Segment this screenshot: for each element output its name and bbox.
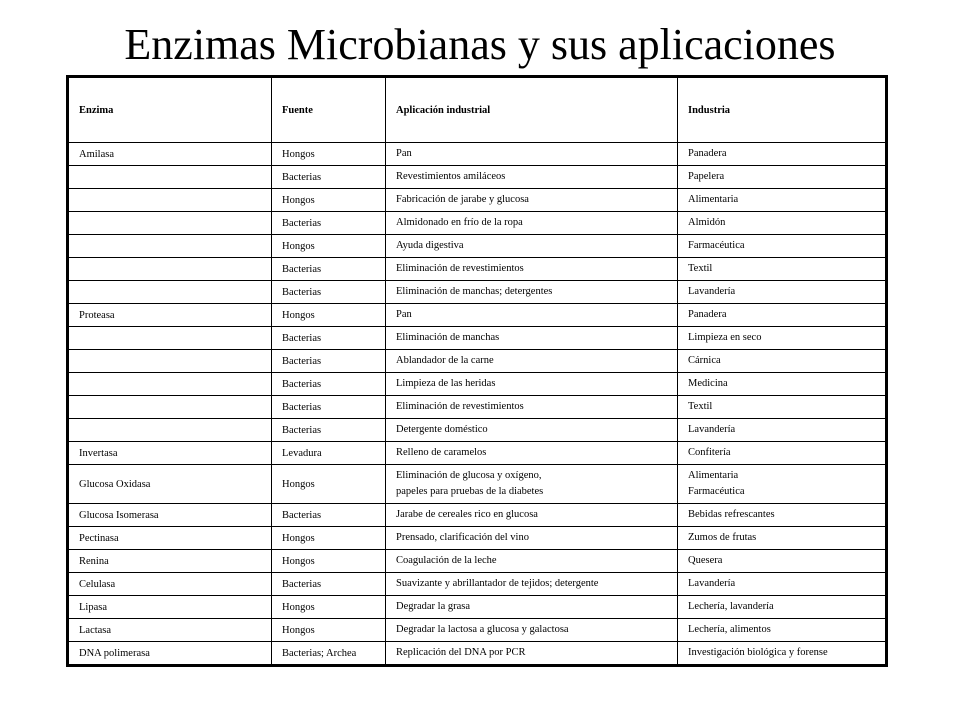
- cell-aplicacion-line: Degradar la lactosa a glucosa y galactosa: [396, 624, 569, 635]
- cell-aplicacion-line: Eliminación de revestimientos: [396, 263, 524, 274]
- cell-fuente: Hongos: [272, 465, 386, 504]
- cell-enzima: Renina: [69, 550, 272, 573]
- table-row: [69, 642, 886, 665]
- cell-aplicacion-line: Eliminación de manchas: [396, 332, 500, 343]
- cell-industria: [678, 527, 886, 550]
- cell-industria-line: Panadera: [688, 309, 727, 320]
- cell-industria: [678, 281, 886, 304]
- cell-industria: [678, 143, 886, 166]
- table-row: [69, 212, 886, 235]
- cell-enzima: [69, 373, 272, 396]
- cell-aplicacion-line: Eliminación de glucosa y oxígeno,: [396, 470, 542, 481]
- table-row: [69, 143, 886, 166]
- cell-aplicacion: [386, 396, 678, 419]
- table-body: [69, 143, 886, 665]
- cell-industria-line: Confitería: [688, 447, 731, 458]
- cell-industria: [678, 189, 886, 212]
- cell-industria-line: Alimentaria: [688, 194, 739, 205]
- cell-enzima: Glucosa Oxidasa: [69, 465, 272, 504]
- table-row: [69, 596, 886, 619]
- cell-industria: [678, 504, 886, 527]
- cell-industria: [678, 419, 886, 442]
- cell-fuente: Hongos: [272, 619, 386, 642]
- cell-aplicacion: [386, 166, 678, 189]
- table-row: [69, 350, 886, 373]
- cell-aplicacion-line: Ablandador de la carne: [396, 355, 494, 366]
- cell-fuente: Bacterias: [272, 373, 386, 396]
- cell-enzima: DNA polimerasa: [69, 642, 272, 665]
- cell-aplicacion: [386, 373, 678, 396]
- cell-fuente: Levadura: [272, 442, 386, 465]
- cell-fuente: Bacterias: [272, 504, 386, 527]
- table-header-row: [69, 78, 886, 143]
- cell-enzima: [69, 189, 272, 212]
- cell-aplicacion-line: Pan: [396, 148, 412, 159]
- cell-enzima: [69, 212, 272, 235]
- cell-enzima: [69, 350, 272, 373]
- cell-industria: [678, 258, 886, 281]
- table-row: [69, 166, 886, 189]
- cell-industria: [678, 304, 886, 327]
- table-row: [69, 258, 886, 281]
- cell-industria: [678, 212, 886, 235]
- cell-aplicacion-line: Suavizante y abrillantador de tejidos; detergente: [396, 578, 599, 589]
- cell-industria-line: Limpieza en seco: [688, 332, 762, 343]
- cell-aplicacion: [386, 550, 678, 573]
- cell-industria: [678, 350, 886, 373]
- cell-aplicacion: [386, 281, 678, 304]
- cell-aplicacion-line: Ayuda digestiva: [396, 240, 464, 251]
- cell-industria-line: Farmacéutica: [688, 486, 745, 497]
- cell-enzima: Glucosa Isomerasa: [69, 504, 272, 527]
- table-row: [69, 619, 886, 642]
- cell-industria-line: Lechería, lavandería: [688, 601, 774, 612]
- cell-aplicacion: [386, 235, 678, 258]
- cell-aplicacion-line: Fabricación de jarabe y glucosa: [396, 194, 529, 205]
- cell-enzima: Amilasa: [69, 143, 272, 166]
- cell-aplicacion-line: Limpieza de las heridas: [396, 378, 496, 389]
- cell-enzima: [69, 166, 272, 189]
- table-row: [69, 573, 886, 596]
- cell-enzima: Pectinasa: [69, 527, 272, 550]
- column-header-enzima: Enzima: [69, 78, 272, 143]
- cell-industria-line: Zumos de frutas: [688, 532, 757, 543]
- cell-industria: [678, 573, 886, 596]
- cell-aplicacion: [386, 189, 678, 212]
- cell-enzima: [69, 235, 272, 258]
- cell-industria: [678, 373, 886, 396]
- cell-fuente: Bacterias: [272, 212, 386, 235]
- table-row: [69, 304, 886, 327]
- cell-industria: [678, 642, 886, 665]
- cell-aplicacion: [386, 327, 678, 350]
- cell-fuente: Hongos: [272, 596, 386, 619]
- cell-industria: [678, 235, 886, 258]
- cell-fuente: Hongos: [272, 550, 386, 573]
- cell-aplicacion-line: Pan: [396, 309, 412, 320]
- cell-fuente: Hongos: [272, 235, 386, 258]
- cell-aplicacion-line: papeles para pruebas de la diabetes: [396, 486, 544, 497]
- cell-industria-line: Quesera: [688, 555, 723, 566]
- cell-fuente: Bacterias: [272, 396, 386, 419]
- table-row: [69, 327, 886, 350]
- enzyme-table: [68, 77, 886, 665]
- cell-aplicacion: [386, 258, 678, 281]
- cell-industria: [678, 619, 886, 642]
- cell-aplicacion: [386, 350, 678, 373]
- cell-fuente: Hongos: [272, 527, 386, 550]
- cell-industria: [678, 465, 886, 504]
- cell-industria-line: Farmacéutica: [688, 240, 745, 251]
- cell-aplicacion-line: Prensado, clarificación del vino: [396, 532, 529, 543]
- cell-industria-line: Lechería, alimentos: [688, 624, 771, 635]
- cell-aplicacion: [386, 212, 678, 235]
- cell-industria: [678, 396, 886, 419]
- cell-industria-line: Almidón: [688, 217, 726, 228]
- cell-aplicacion-line: Degradar la grasa: [396, 601, 471, 612]
- cell-fuente: Bacterias: [272, 258, 386, 281]
- table-row: [69, 396, 886, 419]
- cell-aplicacion: [386, 465, 678, 504]
- cell-enzima: [69, 419, 272, 442]
- cell-industria-line: Textil: [688, 401, 713, 412]
- table-row: [69, 442, 886, 465]
- table-row: [69, 504, 886, 527]
- enzyme-table-container: [66, 75, 888, 667]
- cell-industria: [678, 166, 886, 189]
- cell-enzima: [69, 327, 272, 350]
- cell-aplicacion: [386, 596, 678, 619]
- cell-fuente: Bacterias: [272, 573, 386, 596]
- cell-aplicacion: [386, 442, 678, 465]
- cell-enzima: [69, 258, 272, 281]
- cell-industria-line: Investigación biológica y forense: [688, 647, 828, 658]
- cell-aplicacion-line: Detergente doméstico: [396, 424, 488, 435]
- cell-fuente: Bacterias: [272, 281, 386, 304]
- cell-fuente: Hongos: [272, 189, 386, 212]
- cell-aplicacion: [386, 419, 678, 442]
- cell-aplicacion: [386, 143, 678, 166]
- table-row: [69, 235, 886, 258]
- cell-aplicacion-line: Relleno de caramelos: [396, 447, 487, 458]
- cell-enzima: Celulasa: [69, 573, 272, 596]
- cell-aplicacion-line: Revestimientos amiláceos: [396, 171, 506, 182]
- table-row: [69, 189, 886, 212]
- cell-industria-line: Papelera: [688, 171, 725, 182]
- column-header-aplicacion: Aplicación industrial: [386, 78, 678, 143]
- cell-enzima: Lactasa: [69, 619, 272, 642]
- cell-aplicacion: [386, 642, 678, 665]
- cell-aplicacion-line: Eliminación de manchas; detergentes: [396, 286, 553, 297]
- slide-title: Enzimas Microbianas y sus aplicaciones: [124, 20, 836, 69]
- cell-industria-line: Lavandería: [688, 424, 736, 435]
- cell-aplicacion-line: Eliminación de revestimientos: [396, 401, 524, 412]
- cell-industria-line: Panadera: [688, 148, 727, 159]
- cell-industria: [678, 442, 886, 465]
- column-header-industria: Industria: [678, 78, 886, 143]
- cell-industria-line: Lavandería: [688, 578, 736, 589]
- cell-aplicacion-line: Almidonado en frío de la ropa: [396, 217, 523, 228]
- cell-enzima: [69, 396, 272, 419]
- cell-fuente: Bacterias: [272, 327, 386, 350]
- cell-aplicacion-line: Replicación del DNA por PCR: [396, 647, 526, 658]
- cell-industria-line: Cárnica: [688, 355, 721, 366]
- cell-industria: [678, 596, 886, 619]
- cell-enzima: Proteasa: [69, 304, 272, 327]
- cell-enzima: Invertasa: [69, 442, 272, 465]
- cell-fuente: Bacterias: [272, 166, 386, 189]
- cell-fuente: Hongos: [272, 143, 386, 166]
- cell-fuente: Bacterias: [272, 350, 386, 373]
- table-row: [69, 281, 886, 304]
- cell-enzima: [69, 281, 272, 304]
- table-row: [69, 419, 886, 442]
- cell-aplicacion: [386, 304, 678, 327]
- cell-aplicacion: [386, 573, 678, 596]
- cell-fuente: Bacterias: [272, 419, 386, 442]
- table-row: [69, 527, 886, 550]
- cell-aplicacion-line: Jarabe de cereales rico en glucosa: [396, 509, 538, 520]
- cell-industria: [678, 327, 886, 350]
- cell-aplicacion: [386, 527, 678, 550]
- cell-aplicacion-line: Coagulación de la leche: [396, 555, 497, 566]
- cell-industria: [678, 550, 886, 573]
- cell-fuente: Hongos: [272, 304, 386, 327]
- cell-industria-line: Textil: [688, 263, 713, 274]
- table-row: [69, 550, 886, 573]
- cell-industria-line: Alimentaria: [688, 470, 739, 481]
- column-header-fuente: Fuente: [272, 78, 386, 143]
- cell-industria-line: Bebidas refrescantes: [688, 509, 775, 520]
- cell-enzima: Lipasa: [69, 596, 272, 619]
- table-row: [69, 373, 886, 396]
- cell-fuente: Bacterias; Archea: [272, 642, 386, 665]
- cell-industria-line: Lavandería: [688, 286, 736, 297]
- cell-aplicacion: [386, 619, 678, 642]
- cell-aplicacion: [386, 504, 678, 527]
- table-row: [69, 465, 886, 504]
- cell-industria-line: Medicina: [688, 378, 728, 389]
